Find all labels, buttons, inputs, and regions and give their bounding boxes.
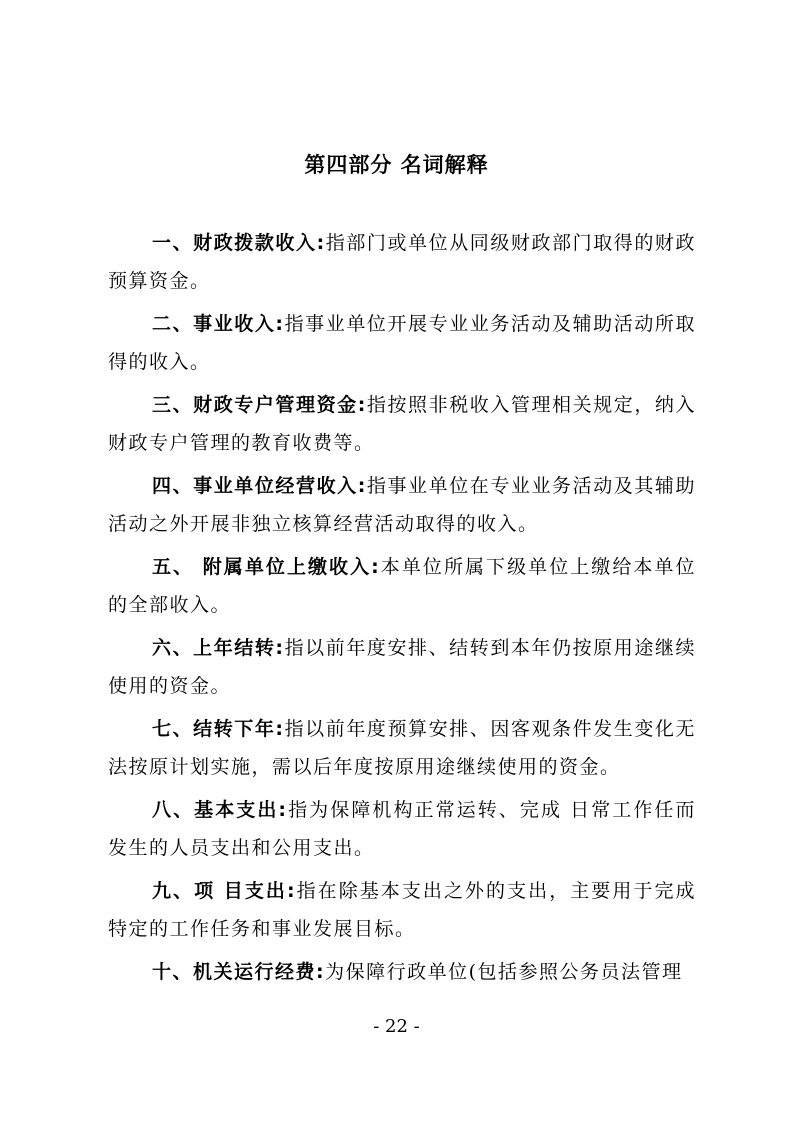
term-definition: 指事业单位在专业业务活动及其辅助活动之外开展非独立核算经营活动取得的收入。 (108, 475, 696, 535)
term-label: 八、基本支出: (152, 799, 288, 821)
term-label: 三、财政专户管理资金: (152, 394, 367, 416)
term-definition: 指事业单位开展专业业务活动及辅助活动所取得的收入。 (108, 313, 696, 373)
term-item (108, 386, 696, 462)
term-label: 二、事业收入: (152, 313, 285, 335)
term-definition: 指部门或单位从同级财政部门取得的财政预算资金。 (108, 232, 696, 292)
term-label: 六、上年结转: (152, 637, 285, 659)
term-definition: 指以前年度预算安排、因客观条件发生变化无法按原计划实施，需以后年度按原用途继续使用的资金。 (108, 718, 696, 778)
term-item (108, 710, 696, 786)
term-item (108, 548, 696, 624)
term-item (108, 629, 696, 705)
page-title: 第四部分 名词解释 (304, 153, 489, 177)
term-label: 一、财政拨款收入: (152, 232, 326, 254)
term-label: 七、结转下年: (152, 718, 285, 740)
term-definition: 为保障行政单位(包括参照公务员法管理 (325, 961, 683, 983)
term-item (108, 872, 696, 948)
term-label: 十、机关运行经费: (152, 961, 326, 983)
term-item (108, 467, 696, 543)
page-number: - 22 - (373, 1016, 420, 1037)
term-list (108, 224, 696, 996)
term-definition: 本单位所属下级单位上缴给本单位的全部收入。 (108, 556, 696, 616)
term-item (108, 953, 696, 991)
term-item (108, 791, 696, 867)
term-definition: 指在除基本支出之外的支出，主要用于完成特定的工作任务和事业发展目标。 (108, 880, 696, 940)
term-item (108, 224, 696, 300)
term-label: 九、项 目支出: (152, 880, 297, 902)
term-definition: 指按照非税收入管理相关规定，纳入财政专户管理的教育收费等。 (108, 394, 696, 454)
term-label: 四、事业单位经营收入: (152, 475, 367, 497)
term-definition: 指为保障机构正常运转、完成 日常工作任而发生的人员支出和公用支出。 (108, 799, 696, 859)
term-item (108, 305, 696, 381)
term-label: 五、 附属单位上缴收入: (152, 556, 381, 578)
term-definition: 指以前年度安排、结转到本年仍按原用途继续使用的资金。 (108, 637, 696, 697)
